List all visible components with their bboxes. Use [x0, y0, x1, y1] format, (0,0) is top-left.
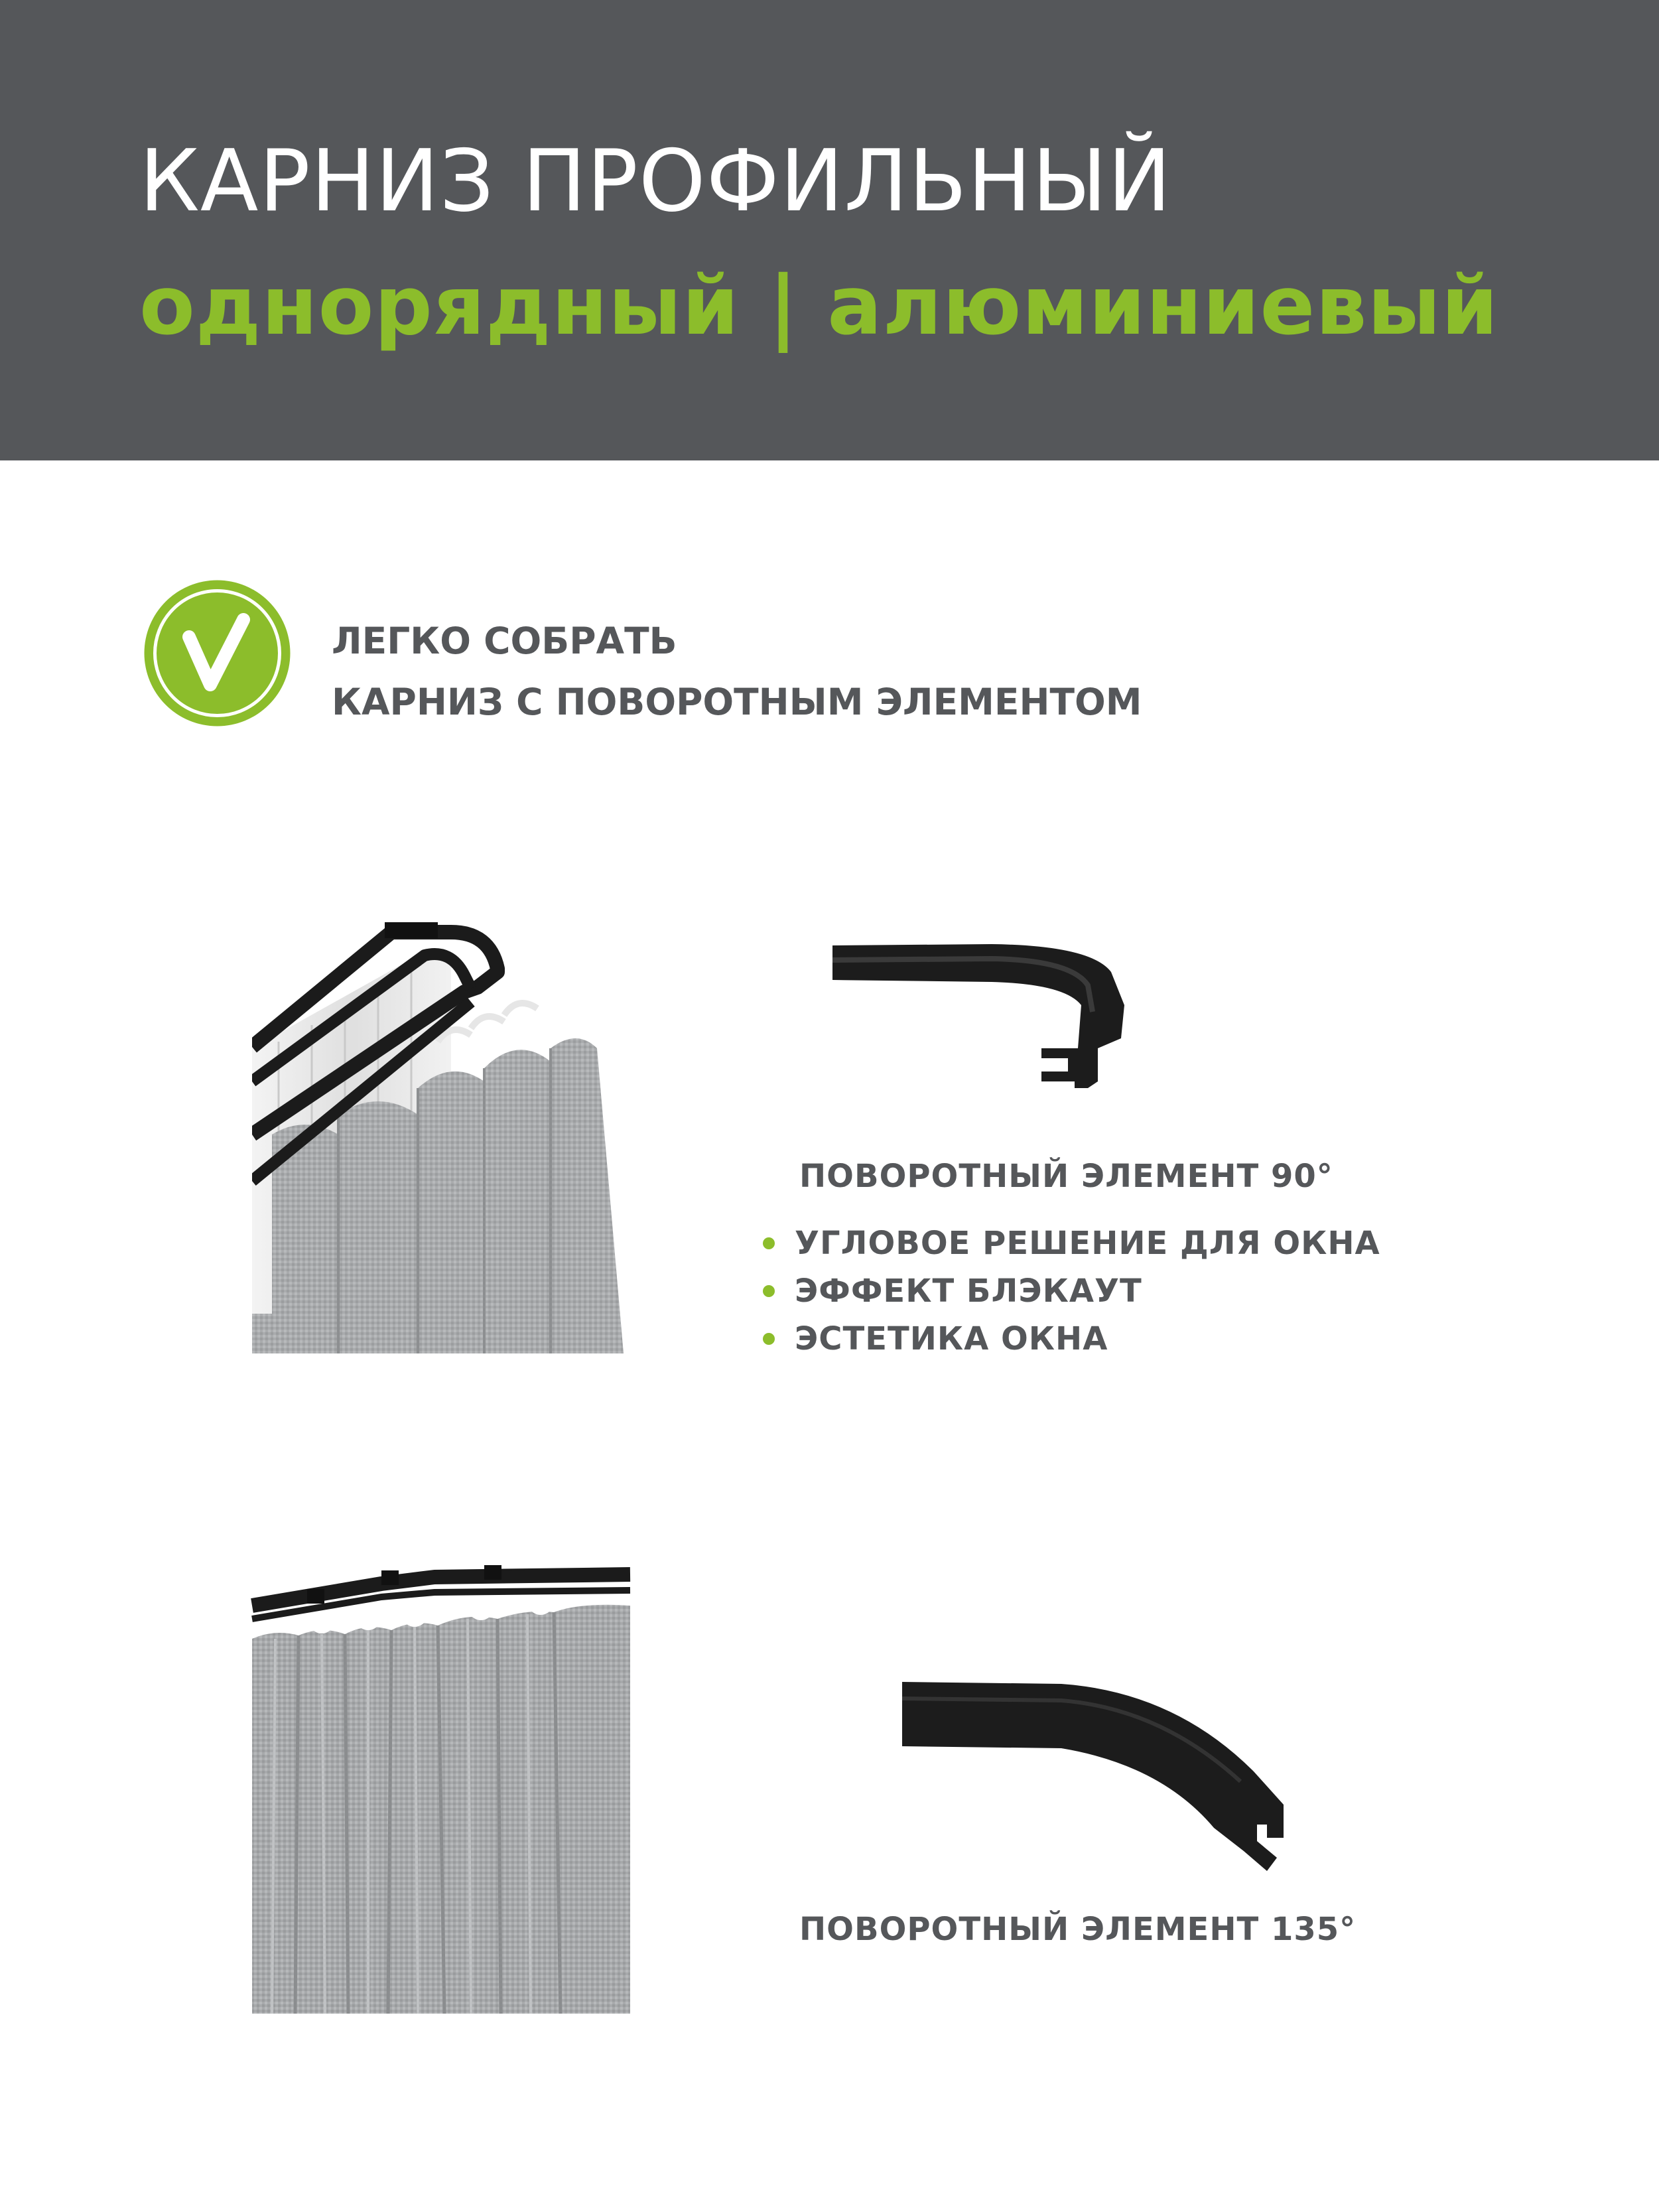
element-135-caption: ПОВОРОТНЫЙ ЭЛЕМЕНТ 135° — [799, 1911, 1357, 1948]
feature-line-2: КАРНИЗ С ПОВОРОТНЫМ ЭЛЕМЕНТОМ — [332, 681, 1142, 723]
bullet-item: УГЛОВОЕ РЕШЕНИЕ ДЛЯ ОКНА — [763, 1219, 1380, 1267]
corner-rail-90-photo — [252, 916, 624, 1353]
bullet-dot-icon — [763, 1333, 775, 1345]
page-subtitle: однорядный | алюминиевый — [139, 259, 1499, 353]
header-banner — [0, 0, 1659, 460]
feature-text — [332, 610, 1142, 732]
page-title: КАРНИЗ ПРОФИЛЬНЫЙ — [139, 132, 1172, 231]
feature-line-1: ЛЕГКО СОБРАТЬ — [332, 620, 677, 662]
element-90-caption: ПОВОРОТНЫЙ ЭЛЕМЕНТ 90° — [799, 1158, 1333, 1195]
rotary-element-135-profile — [896, 1672, 1287, 1884]
check-badge-icon — [143, 579, 292, 728]
bullet-dot-icon — [763, 1237, 775, 1249]
bullet-item: ЭФФЕКТ БЛЭКАУТ — [763, 1267, 1380, 1315]
corner-rail-135-photo — [249, 1556, 633, 2014]
bullet-item: ЭСТЕТИКА ОКНА — [763, 1315, 1380, 1363]
rotary-element-90-profile — [826, 932, 1131, 1098]
bullet-dot-icon — [763, 1285, 775, 1297]
element-90-bullets — [763, 1219, 1380, 1363]
